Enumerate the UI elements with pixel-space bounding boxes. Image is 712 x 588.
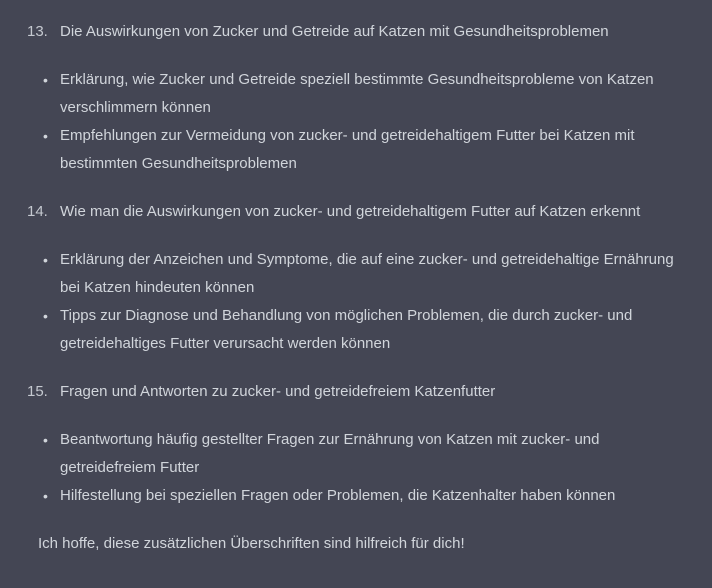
- section-heading: Die Auswirkungen von Zucker und Getreide auf Katzen mit Gesundheitsproblemen: [60, 23, 609, 40]
- bullet-icon: •: [43, 308, 48, 324]
- closing-paragraph: Ich hoffe, diese zusätzlichen Überschriften sind hilfreich für dich!: [38, 535, 465, 552]
- bullet-icon: •: [43, 488, 48, 504]
- bullet-item: [0, 122, 712, 178]
- bullet-item: [0, 426, 712, 482]
- bullet-text: Beantwortung häufig gestellter Fragen zur Ernährung von Katzen mit zucker- und getreidefreiem Futter: [60, 431, 600, 476]
- bullet-item: [0, 246, 712, 302]
- bullet-text: Tipps zur Diagnose und Behandlung von möglichen Problemen, die durch zucker- und getreidehaltiges Futter verursacht werden können: [60, 307, 633, 352]
- bullet-icon: •: [43, 72, 48, 88]
- bullet-text: Empfehlungen zur Vermeidung von zucker- und getreidehaltigem Futter bei Katzen mit bestimmten Gesundheitsproblemen: [60, 127, 635, 172]
- bullet-icon: •: [43, 128, 48, 144]
- bullet-item: [0, 482, 712, 510]
- list-number: 15.: [27, 383, 48, 400]
- section-heading: Wie man die Auswirkungen von zucker- und getreidehaltigem Futter auf Katzen erkennt: [60, 203, 641, 220]
- list-number: 14.: [27, 203, 48, 220]
- bullet-list: [0, 66, 712, 178]
- list-number: 13.: [27, 23, 48, 40]
- bullet-item: [0, 302, 712, 358]
- section-heading: Fragen und Antworten zu zucker- und getreidefreiem Katzenfutter: [60, 383, 496, 400]
- bullet-list: [0, 246, 712, 358]
- bullet-text: Erklärung der Anzeichen und Symptome, die auf eine zucker- und getreidehaltige Ernährung bei Katzen hindeuten können: [60, 251, 674, 296]
- bullet-icon: •: [43, 432, 48, 448]
- bullet-list: [0, 426, 712, 510]
- bullet-icon: •: [43, 252, 48, 268]
- bullet-item: [0, 66, 712, 122]
- bullet-text: Hilfestellung bei speziellen Fragen oder Problemen, die Katzenhalter haben können: [60, 487, 616, 504]
- bullet-text: Erklärung, wie Zucker und Getreide speziell bestimmte Gesundheitsprobleme von Katzen verschlimmern können: [60, 71, 654, 116]
